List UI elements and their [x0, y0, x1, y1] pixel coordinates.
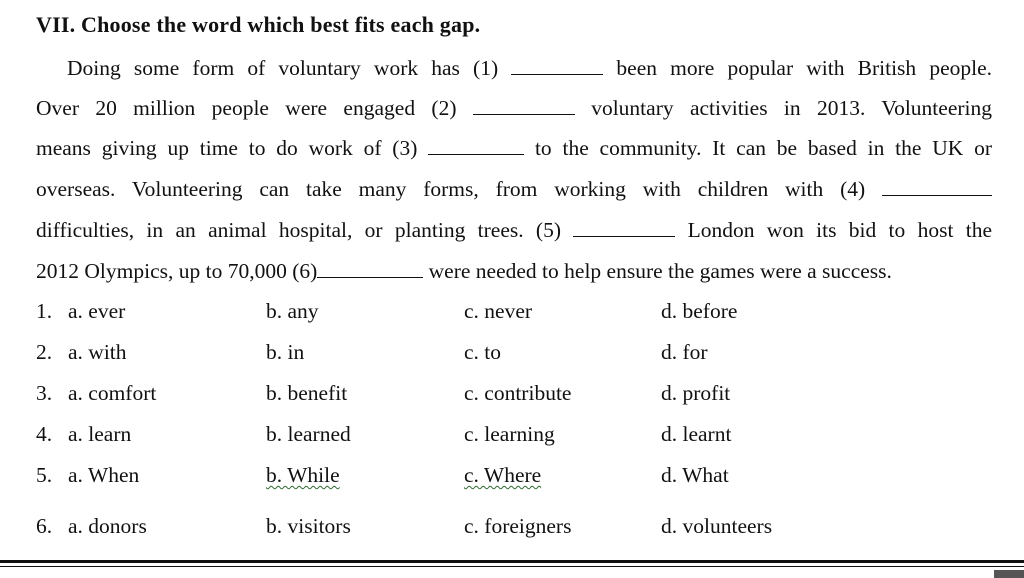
option-d[interactable]: d. volunteers: [661, 514, 773, 538]
passage-text: were needed to help ensure the games were a success.: [428, 259, 892, 283]
option-d[interactable]: d. before: [661, 299, 738, 323]
option-c[interactable]: c. contribute: [464, 381, 572, 405]
bottom-divider-thin: [0, 566, 1024, 567]
passage-text: overseas. Volunteering can take many forms, from working with children with (4): [36, 177, 866, 201]
option-a[interactable]: a. donors: [68, 514, 147, 538]
passage-line-3: [36, 135, 992, 161]
gap-1-blank[interactable]: [511, 56, 603, 75]
question-number: 2.: [36, 340, 53, 364]
passage-text: Over 20 million people were engaged (2): [36, 96, 457, 120]
gap-3-blank[interactable]: [428, 136, 524, 155]
option-d[interactable]: d. What: [661, 463, 729, 487]
option-a[interactable]: a. When: [68, 463, 140, 487]
corner-marker: [994, 570, 1024, 578]
option-d[interactable]: d. learnt: [661, 422, 732, 446]
passage-text: voluntary activities in 2013. Volunteering: [591, 96, 993, 120]
passage-text: difficulties, in an animal hospital, or planting trees. (5): [36, 218, 561, 242]
question-number: 1.: [36, 299, 53, 323]
option-a[interactable]: a. comfort: [68, 381, 157, 405]
question-number: 5.: [36, 463, 53, 487]
option-a[interactable]: a. with: [68, 340, 127, 364]
option-b[interactable]: b. in: [266, 340, 305, 364]
option-c[interactable]: c. learning: [464, 422, 555, 446]
option-b[interactable]: b. visitors: [266, 514, 351, 538]
option-d[interactable]: d. profit: [661, 381, 731, 405]
question-number: 6.: [36, 514, 53, 538]
question-row-1: [36, 299, 936, 325]
passage-text: been more popular with British people.: [616, 56, 993, 80]
passage-line-1: [67, 55, 992, 81]
passage-text: 2012 Olympics, up to 70,000 (6): [36, 259, 318, 283]
option-c[interactable]: c. never: [464, 299, 533, 323]
passage-text: London won its bid to host the: [687, 218, 992, 242]
gap-6-blank[interactable]: [317, 259, 423, 278]
option-b[interactable]: b. benefit: [266, 381, 348, 405]
option-c[interactable]: c. Where: [464, 463, 542, 487]
bottom-divider: [0, 560, 1024, 563]
exercise-heading: VII. Choose the word which best fits each gap.: [36, 12, 481, 37]
option-b[interactable]: b. While: [266, 463, 340, 487]
option-c[interactable]: c. foreigners: [464, 514, 572, 538]
option-c[interactable]: c. to: [464, 340, 502, 364]
passage-line-2: [36, 95, 992, 121]
question-number: 3.: [36, 381, 53, 405]
gap-4-blank[interactable]: [882, 177, 992, 196]
question-row-3: [36, 381, 936, 407]
passage-text: to the community. It can be based in the UK or: [534, 136, 992, 160]
option-d[interactable]: d. for: [661, 340, 708, 364]
question-row-2: [36, 340, 936, 366]
question-row-5: [36, 463, 936, 489]
gap-2-blank[interactable]: [473, 96, 575, 115]
passage-line-4: [36, 176, 992, 202]
option-a[interactable]: a. ever: [68, 299, 126, 323]
question-number: 4.: [36, 422, 53, 446]
passage-text: Doing some form of voluntary work has (1): [67, 56, 499, 80]
gap-5-blank[interactable]: [573, 218, 675, 237]
passage-line-6: [36, 258, 992, 284]
passage-line-5: [36, 217, 992, 243]
question-row-6: [36, 514, 936, 540]
passage-text: means giving up time to do work of (3): [36, 136, 418, 160]
option-b[interactable]: b. any: [266, 299, 319, 323]
option-b[interactable]: b. learned: [266, 422, 351, 446]
question-row-4: [36, 422, 936, 448]
option-a[interactable]: a. learn: [68, 422, 132, 446]
